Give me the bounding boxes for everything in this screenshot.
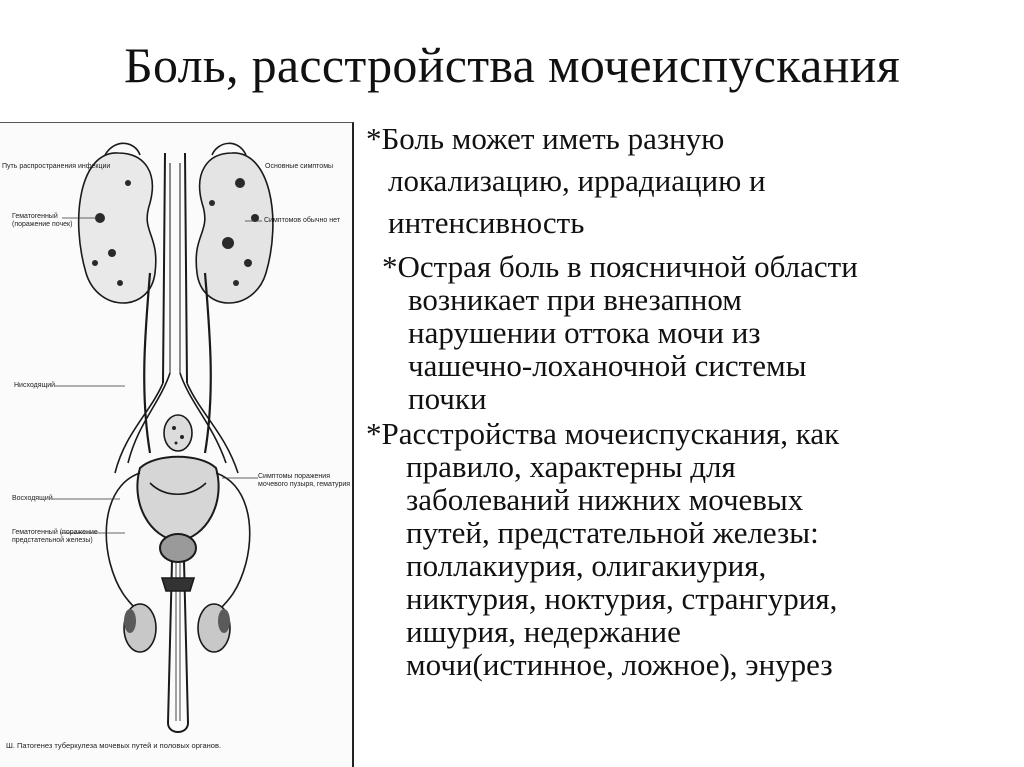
p2-line-4: чашечно-лоханочной системы (408, 348, 807, 383)
left-kidney (79, 153, 156, 303)
anatomy-figure (0, 122, 354, 767)
p3-line-5: поллакиурия, олигакиурия, (406, 548, 767, 583)
p3-line-2: правило, характерны для (406, 449, 736, 484)
paragraph-pain (366, 118, 1016, 244)
label-no-symptoms: Симптомов обычно нет (264, 217, 340, 224)
left-ureter (144, 273, 150, 453)
prostate (160, 534, 196, 562)
p2-line-5: почки (408, 381, 487, 416)
bladder (137, 457, 218, 541)
p3-line-7: ишурия, недержание (406, 614, 681, 649)
label-ascending: Восходящий (12, 495, 53, 502)
figure-caption: Ш. Патогенез туберкулеза мочевых путей и половых органов. (6, 741, 222, 750)
slide-title: Боль, расстройства мочеиспускания (123, 37, 900, 93)
p3-line-3: заболеваний нижних мочевых (406, 482, 804, 517)
p1-line-1: *Боль может иметь разную (366, 121, 725, 156)
p3-line-8: мочи(истинное, ложное), энурез (406, 647, 833, 682)
p1-line-2: локализацию, иррадиацию и (388, 163, 766, 198)
label-hematogenous-prostate: Гематогенный (поражение предстательной железы) (12, 529, 98, 544)
label-descending: Нисходящий (14, 382, 56, 389)
p2-line-2: возникает при внезапном (408, 282, 742, 317)
content-text (366, 118, 1016, 681)
paragraph-acute-pain (366, 250, 1016, 415)
p3-line-6: никтурия, ноктурия, странгурия, (406, 581, 838, 616)
label-infection-path: Путь распространения инфекции (2, 163, 111, 170)
label-bladder-symptoms: Симптомы поражения мочевого пузыря, гематурия (258, 473, 351, 488)
p3-line-1: *Расстройства мочеиспускания, как (366, 416, 840, 451)
p2-line-1: *Острая боль в поясничной области (382, 249, 858, 284)
paragraph-urination-disorders (366, 417, 1016, 681)
label-hematogenous-kidney: Гематогенный (поражение почек) (12, 213, 73, 228)
label-main-symptoms: Основные симптомы (265, 163, 334, 170)
p1-line-3: интенсивность (388, 205, 585, 240)
p3-line-4: путей, предстательной железы: (406, 515, 819, 550)
p2-line-3: нарушении оттока мочи из (408, 315, 761, 350)
